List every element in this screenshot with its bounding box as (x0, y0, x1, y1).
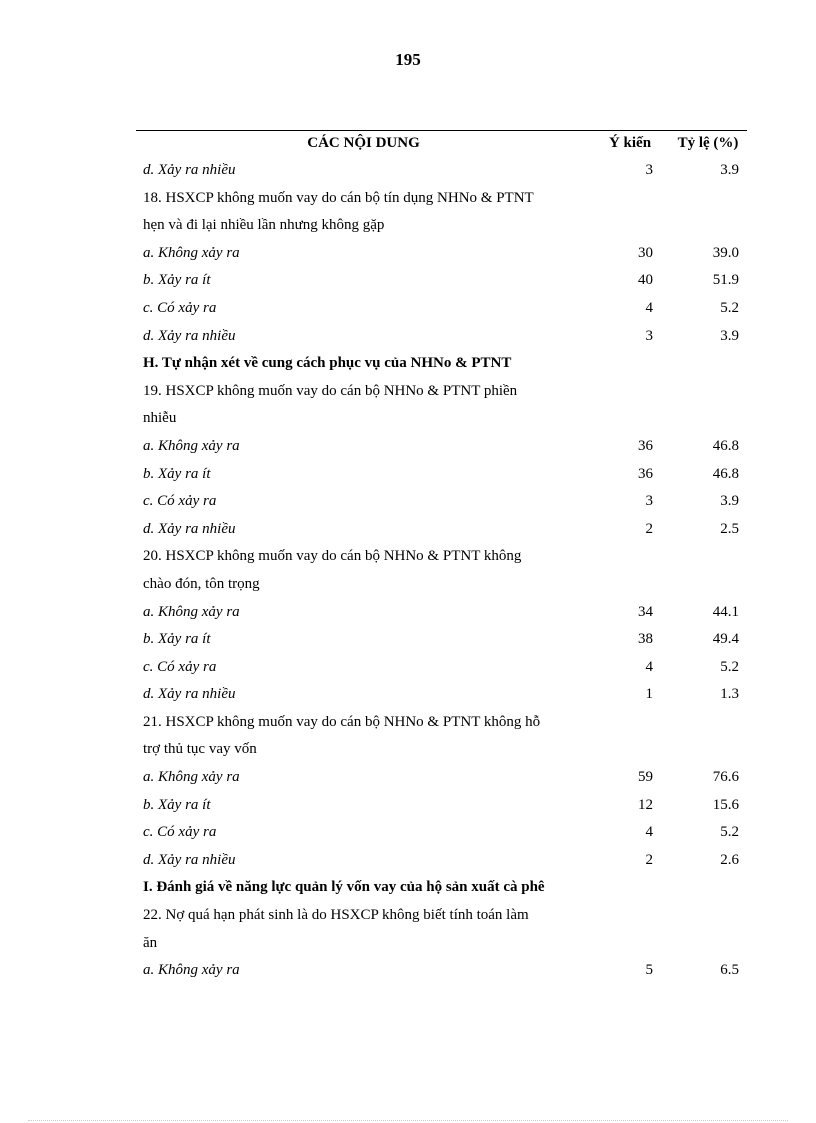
page-number: 195 (395, 50, 421, 69)
row-content: b. Xảy ra ít (143, 272, 211, 289)
table-row (136, 571, 747, 599)
row-opinions: 38 (638, 631, 653, 648)
row-content: trợ thủ tục vay vốn (143, 741, 257, 758)
row-content: d. Xảy ra nhiều (143, 851, 236, 868)
header-opinions: Ý kiến (608, 135, 652, 151)
row-content: 20. HSXCP không muốn vay do cán bộ NHNo & PTNT không (143, 548, 522, 565)
row-opinions: 12 (638, 796, 653, 813)
row-content: a. Không xảy ra (143, 603, 240, 620)
row-opinions: 4 (645, 824, 653, 841)
row-content: b. Xảy ra ít (143, 465, 211, 482)
row-content: d. Xảy ra nhiều (143, 520, 236, 537)
row-ratio: 46.8 (712, 465, 739, 482)
table-row (136, 626, 747, 654)
table-body (136, 157, 747, 985)
row-ratio: 1.3 (720, 686, 739, 703)
row-ratio: 46.8 (712, 437, 739, 454)
row-ratio: 5.2 (720, 824, 739, 841)
row-ratio: 3.9 (720, 327, 739, 344)
row-opinions: 3 (645, 162, 653, 178)
row-opinions: 2 (645, 520, 653, 537)
table-row (136, 792, 747, 820)
row-ratio: 5.2 (720, 658, 739, 675)
row-ratio: 5.2 (720, 299, 739, 316)
row-content: hẹn và đi lại nhiều lần nhưng không gặp (143, 217, 385, 234)
row-opinions: 3 (645, 493, 653, 510)
row-opinions: 3 (645, 327, 653, 344)
row-content: 19. HSXCP không muốn vay do cán bộ NHNo & PTNT phiền (143, 382, 518, 399)
table-row (136, 847, 747, 875)
row-opinions: 4 (645, 658, 653, 675)
table-row (136, 461, 747, 489)
row-content: d. Xảy ra nhiều (143, 327, 236, 344)
row-content: a. Không xảy ra (143, 437, 240, 454)
table-row (136, 819, 747, 847)
table-row (136, 323, 747, 351)
row-content: c. Có xảy ra (143, 824, 217, 841)
row-ratio: 76.6 (712, 769, 739, 786)
row-opinions: 59 (638, 769, 653, 786)
table-row (136, 488, 747, 516)
row-content: 18. HSXCP không muốn vay do cán bộ tín dụng NHNo & PTNT (143, 189, 534, 206)
table-row (136, 185, 747, 213)
table-row (136, 295, 747, 323)
row-ratio: 3.9 (720, 493, 739, 510)
header-content: CÁC NỘI DUNG (307, 135, 420, 151)
row-content: nhiễu (143, 410, 177, 427)
table-row (136, 930, 747, 958)
row-opinions: 4 (645, 299, 653, 316)
table-row (136, 902, 747, 930)
table-row (136, 212, 747, 240)
row-opinions: 40 (638, 272, 653, 289)
row-opinions: 36 (638, 465, 653, 482)
table-row (136, 405, 747, 433)
table-row (136, 681, 747, 709)
row-opinions: 5 (645, 962, 653, 979)
row-opinions: 1 (645, 686, 653, 703)
row-content: H. Tự nhận xét về cung cách phục vụ của NHNo & PTNT (143, 355, 512, 372)
row-ratio: 51.9 (712, 272, 739, 289)
table-row (136, 157, 747, 185)
row-opinions: 30 (638, 244, 653, 261)
row-content: a. Không xảy ra (143, 244, 240, 261)
row-content: c. Có xảy ra (143, 658, 217, 675)
table-row (136, 240, 747, 268)
table-row (136, 543, 747, 571)
row-opinions: 2 (645, 851, 653, 868)
table-row (136, 654, 747, 682)
row-content: d. Xảy ra nhiều (143, 686, 236, 703)
row-ratio: 15.6 (712, 796, 739, 813)
page-bottom-rule (28, 1120, 788, 1121)
row-content: a. Không xảy ra (143, 769, 240, 786)
table-header (136, 130, 747, 157)
survey-table (136, 130, 747, 985)
row-content: a. Không xảy ra (143, 962, 240, 979)
row-opinions: 36 (638, 437, 653, 454)
row-content: ăn (143, 934, 158, 951)
table-row (136, 516, 747, 544)
table-row (136, 267, 747, 295)
table-row (136, 874, 747, 902)
row-ratio: 6.5 (720, 962, 739, 979)
table-row (136, 709, 747, 737)
row-content: b. Xảy ra ít (143, 631, 211, 648)
table-row (136, 957, 747, 985)
row-content: c. Có xảy ra (143, 493, 217, 510)
row-ratio: 2.6 (720, 851, 739, 868)
table-row (136, 764, 747, 792)
row-content: d. Xảy ra nhiều (143, 162, 236, 178)
table-row (136, 599, 747, 627)
row-ratio: 2.5 (720, 520, 739, 537)
row-content: 22. Nợ quá hạn phát sinh là do HSXCP không biết tính toán làm (143, 907, 529, 924)
row-content: c. Có xảy ra (143, 299, 217, 316)
row-content: 21. HSXCP không muốn vay do cán bộ NHNo & PTNT không hỗ (143, 713, 541, 730)
row-ratio: 39.0 (712, 244, 739, 261)
row-content: I. Đánh giá về năng lực quản lý vốn vay của hộ sản xuất cà phê (143, 879, 545, 896)
table-row (136, 433, 747, 461)
table-row (136, 378, 747, 406)
row-content: chào đón, tôn trọng (143, 575, 260, 592)
header-ratio: Tỷ lệ (%) (677, 135, 739, 151)
row-ratio: 44.1 (712, 603, 739, 620)
table-row (136, 736, 747, 764)
table-row (136, 350, 747, 378)
row-opinions: 34 (638, 603, 653, 620)
row-content: b. Xảy ra ít (143, 796, 211, 813)
row-ratio: 3.9 (720, 162, 739, 178)
row-ratio: 49.4 (712, 631, 739, 648)
